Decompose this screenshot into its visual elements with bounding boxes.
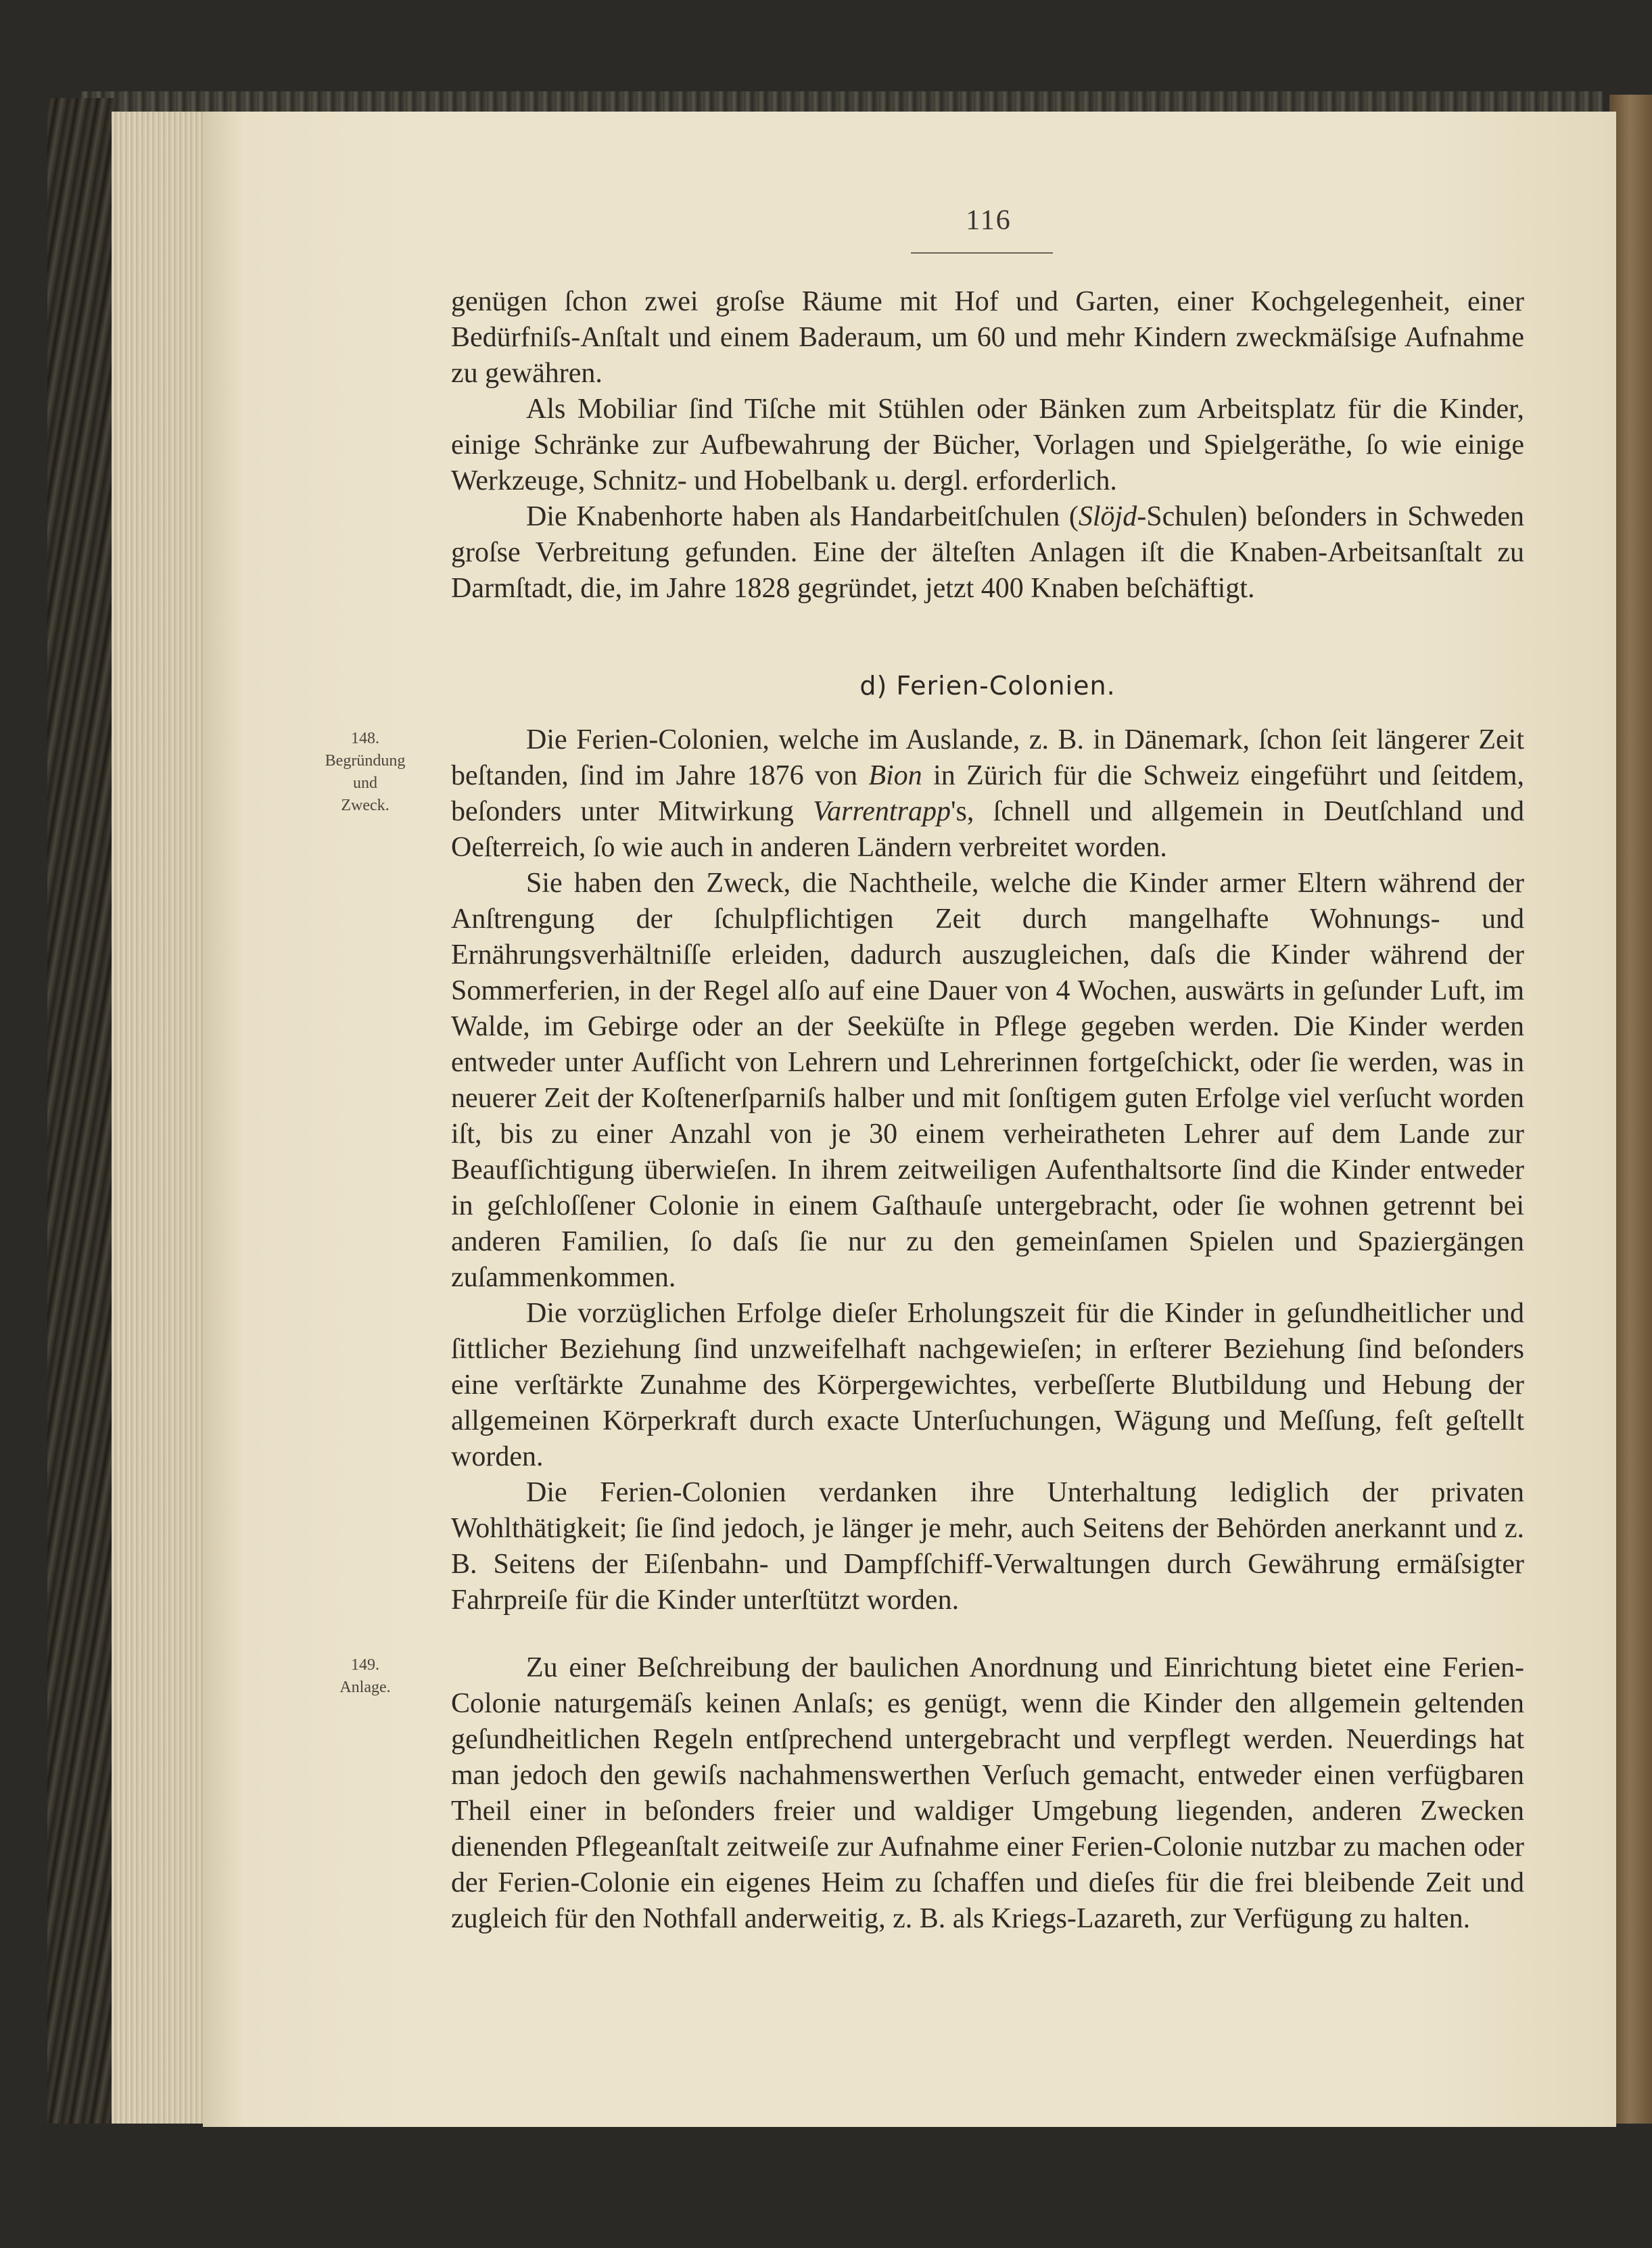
paragraph-4-italic-bion: Bion xyxy=(868,760,922,791)
margin-note-149 xyxy=(298,1654,433,1699)
text-block-main xyxy=(451,722,1524,1618)
paragraph-3-italic: Slöjd xyxy=(1078,501,1137,532)
paragraph-3-after: -Schulen) beſonders in Schweden groſse Verbreitung gefunden. Eine der älteſten Anlagen iſt die Knaben-Arbeitsanſtalt zu Darmſtadt, die, im Jahre 1828 gegründet, jetzt 400 Knaben beſchäftigt. xyxy=(451,501,1524,604)
paragraph-3 xyxy=(451,499,1524,607)
margin-note-148-line1: Begründung xyxy=(325,752,406,770)
text-block-bottom xyxy=(451,1650,1524,1937)
paragraph-4 xyxy=(451,722,1524,866)
margin-note-148-number: 148. xyxy=(351,730,379,747)
section-heading: d) Ferien-Colonien. xyxy=(859,671,1116,701)
paragraph-4-middle: in Zürich für die Schweiz eingeführt und ſeitdem, beſonders unter Mitwirkung xyxy=(451,760,1524,827)
page-number-rule xyxy=(911,252,1053,254)
paragraph-3-before: Die Knabenhorte haben als Handarbeitſchulen ( xyxy=(526,501,1079,532)
paragraph-7: Die Ferien-Colonien verdanken ihre Unterhaltung lediglich der privaten Wohlthätigkeit; ſie ſind jedoch, je länger je mehr, auch Seitens der Behörden anerkannt und z. B. Seitens der Eiſenbahn- und Dampfſchiff-Verwaltungen durch Gewährung ermäſsigter Fahrpreiſe für die Kinder unterſtützt worden. xyxy=(451,1477,1524,1616)
paragraph-6: Die vorzüglichen Erfolge dieſer Erholungszeit für die Kinder in geſundheitlicher und ſittlicher Beziehung ſind unzweifelhaft nachgewieſen; in erſterer Beziehung ſind beſonders eine verſtärkte Zunahme des Körpergewichtes, verbeſſerte Blutbildung und Hebung der allgemeinen Körperkraft durch exacte Unterſuchungen, Wägung und Meſſung, feſt geſtellt worden. xyxy=(451,1298,1524,1472)
paragraph-5: Sie haben den Zweck, die Nachtheile, welche die Kinder armer Eltern während der Anſtrengung der ſchulpflichtigen Zeit durch mangelhafte Wohnungs- und Ernährungsverhältniſſe erleiden, dadurch auszugleichen, daſs die Kinder während der Sommerferien, in der Regel alſo auf eine Dauer von 4 Wochen, auswärts in geſunder Luft, im Walde, im Gebirge oder an der Seeküſte in Pflege gegeben werden. Die Kinder werden entweder unter Aufſicht von Lehrern und Lehrerinnen fortgeſchickt, oder ſie werden, was in neuerer Zeit der Koſtenerſparniſs halber und mit ſonſtigem guten Erfolge viel verſucht worden iſt, bis zu einer Anzahl von je 30 einem verheiratheten Lehrer auf dem Lande zur Beaufſichtigung überwieſen. In ihrem zeitweiligen Aufenthaltsorte ſind die Kinder entweder in geſchloſſener Colonie in einem Gaſthauſe untergebracht, oder ſie wohnen getrennt bei anderen Familien, ſo daſs ſie nur zu den gemeinſamen Spielen und Spaziergängen zuſammenkommen. xyxy=(451,868,1524,1293)
margin-note-148-line2: und xyxy=(353,774,377,792)
margin-note-149-number: 149. xyxy=(351,1656,379,1674)
text-block-top xyxy=(451,284,1524,607)
book-cover-spine xyxy=(47,98,115,2154)
page-number: 116 xyxy=(966,205,1012,236)
margin-note-148-line3: Zweck. xyxy=(341,797,390,814)
margin-note-149-line1: Anlage. xyxy=(339,1679,391,1696)
paragraph-4-before: Die Ferien-Colonien, welche im Auslande, z. B. in Dänemark, ſchon ſeit längerer Zeit beſtanden, ſind im Jahre 1876 von xyxy=(451,724,1524,791)
paragraph-8: Zu einer Beſchreibung der baulichen Anordnung und Einrichtung bietet eine Ferien-Colonie naturgemäſs keinen Anlaſs; es genügt, wenn die Kinder den allgemein geltenden geſundheitlichen Regeln entſprechend untergebracht und verpflegt werden. Neuerdings hat man jedoch den gewiſs nachahmenswerthen Verſuch gemacht, entweder einen verfügbaren Theil einer in beſonders freier und waldiger Umgebung liegenden, anderen Zwecken dienenden Pflegeanſtalt zeitweiſe zur Aufnahme einer Ferien-Colonie nutzbar zu machen oder der Ferien-Colonie ein eigenes Heim zu ſchaffen und dieſes für die frei bleibende Zeit und zugleich für den Nothfall anderweitig, z. B. als Kriegs-Lazareth, zur Verfügung zu halten. xyxy=(451,1652,1524,1934)
margin-note-148 xyxy=(298,728,433,817)
paragraph-1: genügen ſchon zwei groſse Räume mit Hof und Garten, einer Kochgelegenheit, einer Bedürfniſs-Anſtalt und einem Baderaum, um 60 und mehr Kindern zweckmäſsige Aufnahme zu gewähren. xyxy=(451,286,1524,389)
background-shadow xyxy=(41,2124,1652,2248)
paragraph-2: Als Mobiliar ſind Tiſche mit Stühlen oder Bänken zum Arbeitsplatz für die Kinder, einige Schränke zur Aufbewahrung der Bücher, Vorlagen und Spielgeräthe, ſo wie einige Werkzeuge, Schnitz- und Hobelbank u. dergl. erforderlich. xyxy=(451,394,1524,496)
paragraph-4-after: 's, ſchnell und allgemein in Deutſchland und Oeſterreich, ſo wie auch in anderen Ländern verbreitet worden. xyxy=(451,796,1524,863)
paragraph-4-italic-varrentrapp: Varrentrapp xyxy=(813,796,951,827)
